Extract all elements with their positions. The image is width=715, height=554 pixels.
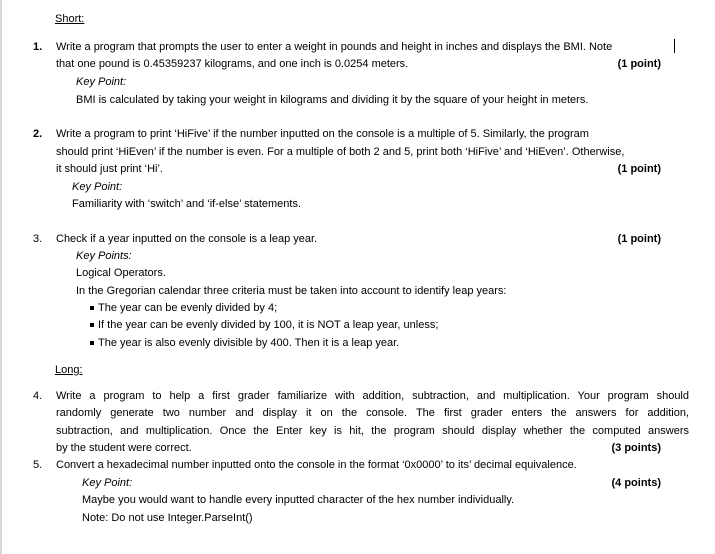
q1-key-label: Key Point: [76, 76, 127, 88]
bullet-marker [90, 341, 94, 345]
q4-number: 4. [33, 390, 43, 402]
q1-points: (1 point) [617, 58, 661, 70]
q3-bullet-3: The year is also evenly divisible by 400. Then it is a leap year. [98, 337, 400, 349]
q2-key-label: Key Point: [72, 181, 123, 193]
q4-text-line4: by the student were correct. [56, 442, 192, 454]
q3-text-line1: Check if a year inputted on the console is a leap year. [56, 233, 318, 245]
q1-text-line1: Write a program that prompts the user to enter a weight in pounds and height in inches and displays the BMI. Note [56, 41, 613, 53]
q2-key-text: Familiarity with ‘switch’ and ‘if-else’ statements. [72, 198, 302, 210]
q4-text-line3: subtraction, and multiplication. Once the Enter key is hit, the program should display whether the computed answers [56, 425, 689, 437]
q5-text-line1: Convert a hexadecimal number inputted onto the console in the format ‘0x0000’ to its’ decimal equivalence. [56, 459, 577, 471]
q4-text-line1: Write a program to help a first grader familiarize with addition, subtraction, and multiplication. Your program should [56, 390, 689, 402]
q2-text-line3: it should just print ‘Hi’. [56, 163, 163, 175]
q1-key-text: BMI is calculated by taking your weight in kilograms and dividing it by the square of your height in meters. [76, 94, 589, 106]
q4-points: (3 points) [611, 442, 661, 454]
q3-key-label: Key Points: [76, 250, 132, 262]
q5-key-label: Key Point: [82, 477, 133, 489]
page-edge [0, 0, 2, 554]
q2-text-line1: Write a program to print ‘HiFive’ if the number inputted on the console is a multiple of 5. Similarly, the program [56, 128, 589, 140]
bullet-marker [90, 306, 94, 310]
text-cursor [674, 39, 675, 53]
q2-text-line2: should print ‘HiEven’ if the number is even. For a multiple of both 2 and 5, print both ‘HiFive’ and ‘HiEven’. Otherwise, [56, 146, 625, 158]
q1-number: 1. [33, 41, 43, 53]
q5-key-text1: Maybe you would want to handle every inputted character of the hex number individually. [82, 494, 515, 506]
q3-key-text2: In the Gregorian calendar three criteria must be taken into account to identify leap years: [76, 285, 507, 297]
q3-points: (1 point) [617, 233, 661, 245]
q2-number: 2. [33, 128, 43, 140]
long-heading: Long: [55, 364, 83, 376]
q3-number: 3. [33, 233, 43, 245]
q2-points: (1 point) [617, 163, 661, 175]
q5-number: 5. [33, 459, 43, 471]
q4-text-line2: randomly generate two number and display it on the console. The first grader enters the answers for addition, [56, 407, 689, 419]
q3-bullet-1: The year can be evenly divided by 4; [98, 302, 278, 314]
q5-points: (4 points) [611, 477, 661, 489]
q3-bullet-2: If the year can be evenly divided by 100, it is NOT a leap year, unless; [98, 319, 439, 331]
q1-text-line2: that one pound is 0.45359237 kilograms, and one inch is 0.0254 meters. [56, 58, 409, 70]
short-heading: Short: [55, 13, 85, 25]
bullet-marker [90, 323, 94, 327]
q3-key-text1: Logical Operators. [76, 267, 166, 279]
q5-key-text2: Note: Do not use Integer.ParseInt() [82, 512, 253, 524]
